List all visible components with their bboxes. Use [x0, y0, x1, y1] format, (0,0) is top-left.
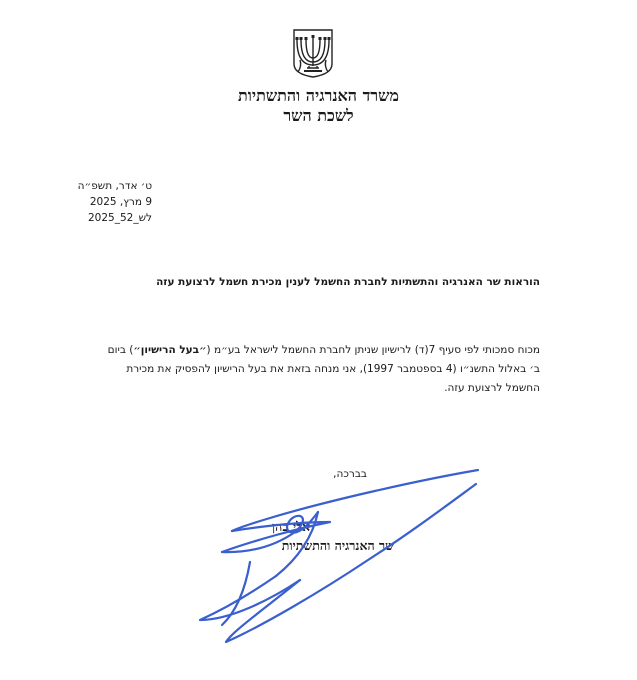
signatory-name: אלי כהן	[272, 519, 310, 534]
letter-subject: הוראות שר האנרגיה והתשתיות לחברת החשמל לענין מכירת חשמל לרצועת עזה	[156, 276, 540, 288]
gregorian-date: 9 מרץ, 2025	[89, 196, 152, 208]
body-text-start: מכוח סמכותי לפי סעיף 7(ד) לרישיון שניתן לחברת החשמל לישראל בע״מ (	[206, 344, 540, 356]
ministry-name: משרד האנרגיה והתשתיות	[238, 86, 399, 105]
menorah-emblem-icon	[290, 28, 336, 78]
closing-greeting: בברכה,	[333, 468, 367, 480]
letter-body	[95, 341, 540, 398]
office-name: לשכת השר	[283, 106, 354, 125]
body-text-end: ) ביום ב׳ באלול התשנ״ו (4 בספטמבר 1997), אני מנחה בזאת את בעל הרישיון להפסיק את מכירת החשמל לרצועת עזה.	[107, 344, 540, 394]
date-block	[78, 178, 152, 226]
reference-number: לש_52_2025	[87, 212, 152, 224]
hebrew-date: ט׳ אדר, תשפ״ה	[77, 180, 152, 192]
signatory-title: שר האנרגיה והתשתיות	[281, 538, 394, 553]
licensee-term: ״בעל הרישיון״	[133, 344, 207, 356]
